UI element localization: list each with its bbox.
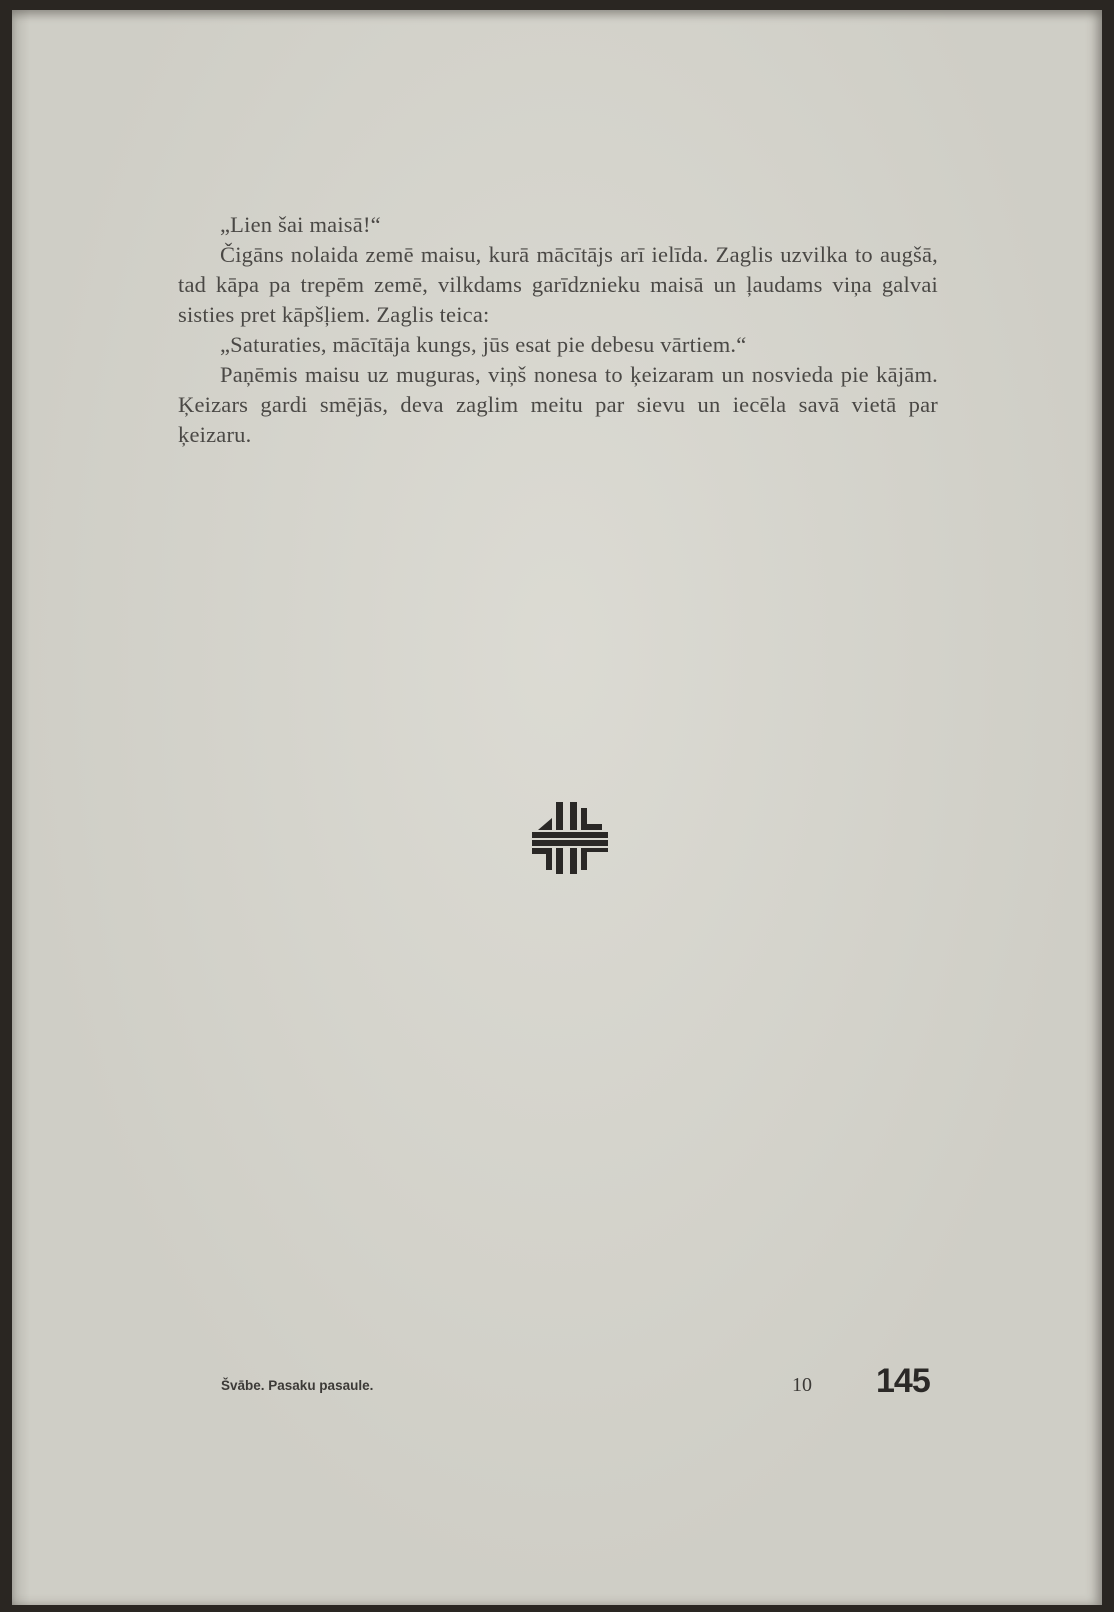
body-text (178, 210, 938, 450)
paragraph-3: „Saturaties, mācītāja kungs, jūs esat pie debesu vārtiem.“ (220, 332, 747, 357)
paragraph-4: Paņēmis maisu uz muguras, viņš nonesa to ķeizaram un nosvieda pie kājām. Ķeizars gardi smējās, deva zaglim meitu par sievu un iecēla savā vietā par ķeizaru. (178, 362, 938, 447)
running-footer-title: Švābe. Pasaku pasaule. (221, 1378, 374, 1393)
signature-mark: 10 (792, 1374, 812, 1396)
book-page (12, 10, 1102, 1605)
page-number: 145 (876, 1362, 930, 1400)
cross-ornament-icon (530, 802, 610, 874)
paragraph-1: „Lien šai maisā!“ (220, 212, 381, 237)
paragraph-2: Čigāns nolaida zemē maisu, kurā mācītājs arī ielīda. Zaglis uzvilka to augšā, tad kāpa pa trepēm zemē, vilkdams garīdznieku maisā un ļaudams viņa galvai sisties pret kāpšļiem. Zaglis teica: (178, 242, 938, 327)
